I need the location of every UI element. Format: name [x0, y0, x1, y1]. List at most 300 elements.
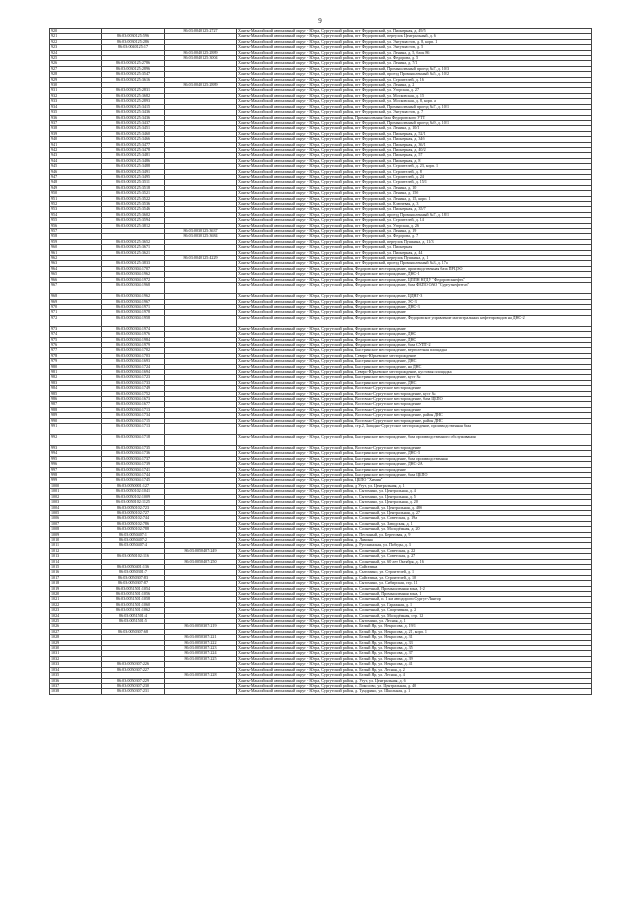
cadastral-number-cell: 86:03:0050102:1125: [102, 500, 165, 505]
row-number-cell: 989: [50, 413, 102, 418]
cadastral-number-cell: 86:03:0030125:3812: [102, 223, 165, 228]
cadastral-number-cell: 86:03:0030125:3495: [102, 174, 165, 179]
row-number-cell: 952: [50, 202, 102, 207]
cadastral-number-cell: 86:03:0050304:1739: [102, 462, 165, 467]
cadastral-number-cell: 86:03:0050304:1745: [102, 478, 165, 483]
row-number-cell: 1035: [50, 673, 102, 678]
row-number-cell: 1011: [50, 543, 102, 548]
row-number-cell: 1026: [50, 624, 102, 629]
row-number-cell: 975: [50, 337, 102, 342]
address-cell: Ханты-Мансийский автономный округ - Югра, Сургутский район, пгт Федоровский, ул. Московская, д. 15: [237, 93, 592, 98]
cadastral-number-cell: 86:03:0050304:1673: [102, 397, 165, 402]
cadastral-number-cell: 86:03:0050304:1972: [102, 277, 165, 282]
address-cell: Ханты-Мансийский автономный округ - Югра, Сургутский район, с. Сытомино, ул. Центральная, д. 5: [237, 494, 592, 499]
register-table: [49, 28, 592, 695]
cadastral-number-cell: 86:03:0030125:3436: [102, 110, 165, 115]
cadastral-number-cell: 86:03:0030125:3616: [102, 77, 165, 82]
page-number: 9: [318, 17, 322, 25]
row-number-cell: 978: [50, 353, 102, 358]
address-cell: Ханты-Мансийский автономный округ - Югра, Сургутский район, пгт Федоровский, ул. Энтузиастов, д. 7: [237, 110, 592, 115]
cadastral-number-alt-cell: 86:03:0050407:249: [165, 548, 237, 553]
cadastral-number-cell: 86:03:0030125:3451: [102, 126, 165, 131]
row-number-cell: 938: [50, 126, 102, 131]
cadastral-number-cell: 86:03:0050102:744: [102, 516, 165, 521]
cadastral-number-cell: 86:03:0050307:227: [102, 667, 165, 672]
cadastral-number-cell: 86:03:0030125:3437: [102, 120, 165, 125]
address-cell: Ханты-Мансийский автономный округ - Югра, Сургутский район, пгт Федоровский, ул. Энтузиастов, д. 5: [237, 45, 592, 50]
row-number-cell: 1003: [50, 500, 102, 505]
address-cell: Ханты-Мансийский автономный округ - Югра, Сургутский район, пгт Федоровский, ул. Пионерная, д. 52/1: [237, 131, 592, 136]
cadastral-number-alt-cell: 86:03:0030125:3684: [165, 234, 237, 239]
row-number-cell: 981: [50, 369, 102, 374]
cadastral-number-alt-cell: 86:03:0040125:2889: [165, 83, 237, 88]
address-cell: Ханты-Мансийский автономный округ - Югра, Сургутский район, п. Солнечный, ул. Центральная, д. 27: [237, 510, 592, 515]
table-row: [50, 435, 592, 446]
cadastral-number-cell: 86:03:0050304:1976: [102, 332, 165, 337]
address-cell: Ханты-Мансийский автономный округ - Югра, Сургутский район, пгт Федоровский, ул. Ленина, д. 19: [237, 229, 592, 234]
address-cell: Ханты-Мансийский автономный округ - Югра, Сургутский район, Быстринское месторождение, вертолетная площадка: [237, 348, 592, 353]
address-cell: Ханты-Мансийский автономный округ - Югра, Сургутский район, п. Солнечный, ул. 60 лет Октября, д. 16: [237, 559, 592, 564]
cadastral-number-cell: 86:03:0050304:1694: [102, 369, 165, 374]
address-cell: Ханты-Мансийский автономный округ - Югра, Сургутский район, пгт Федоровский, ул. Федорова, д. 7: [237, 234, 592, 239]
cadastral-number-cell: 86:03:0030125:2786: [102, 61, 165, 66]
row-number-cell: 930: [50, 83, 102, 88]
address-cell: Ханты-Мансийский автономный округ - Югра, Сургутский район, Федоровское месторождение, Федоровское управление магистральных нефтепроводов на ДНС-2: [237, 315, 592, 326]
cadastral-number-cell: 86:03:0030125:3460: [102, 131, 165, 136]
address-cell: Ханты-Мансийский автономный округ - Югра, Сургутский район, п. Солнечный, ул. Центральная, д. 48б: [237, 505, 592, 510]
cadastral-number-cell: 86:03:0050304:1984: [102, 337, 165, 342]
cadastral-number-cell: 86:03:0050307:68: [102, 629, 165, 634]
row-number-cell: 1031: [50, 651, 102, 656]
table-row: [50, 283, 592, 294]
row-number-cell: 1022: [50, 602, 102, 607]
cadastral-number-cell: 86:03:0030125:596: [102, 34, 165, 39]
row-number-cell: 1005: [50, 510, 102, 515]
address-cell: Ханты-Мансийский автономный округ - Югра, Сургутский район, п. Солнечный, Промышленная зона, 1: [237, 592, 592, 597]
row-number-cell: 1037: [50, 683, 102, 688]
cadastral-number-cell: 86:03:0050304:1713: [102, 424, 165, 435]
cadastral-number-alt-cell: 86:03:0050307:225: [165, 656, 237, 661]
row-number-cell: 933: [50, 99, 102, 104]
row-number-cell: 959: [50, 239, 102, 244]
address-cell: Ханты-Мансийский автономный округ - Югра, Сургутский район, Быстринское месторождение, база производственного обслуживания: [237, 435, 592, 446]
row-number-cell: 979: [50, 359, 102, 364]
address-cell: Ханты-Мансийский автономный округ - Югра, Сургутский район, Федоровское месторождение, ДНС: [237, 337, 592, 342]
row-number-cell: 962: [50, 256, 102, 261]
table-row: [50, 315, 592, 326]
row-number-cell: 927: [50, 66, 102, 71]
row-number-cell: 992: [50, 435, 102, 446]
row-number-cell: 935: [50, 110, 102, 115]
cadastral-number-cell: 86:03:0050304:1749: [102, 386, 165, 391]
cadastral-number-cell: 86:03:0030125:3518: [102, 185, 165, 190]
row-number-cell: 1004: [50, 505, 102, 510]
row-number-cell: 966: [50, 277, 102, 282]
row-number-cell: 924: [50, 50, 102, 55]
address-cell: Ханты-Мансийский автономный округ - Югра, Сургутский район, д. Сайгатина, ул. Строителей, д. 10: [237, 575, 592, 580]
cadastral-number-cell: 86:03:0050304:1702: [102, 348, 165, 353]
row-number-cell: 1009: [50, 532, 102, 537]
address-cell: Ханты-Мансийский автономный округ - Югра, Сургутский район, п. Солнечный, ул. Молодёжная, д. 20: [237, 527, 592, 532]
cadastral-number-alt-cell: [165, 689, 237, 694]
cadastral-number-cell: 86:03:0030125:3833: [102, 261, 165, 266]
row-number-cell: 971: [50, 310, 102, 315]
cadastral-number-cell: 86:03:0051501:1058: [102, 597, 165, 602]
cadastral-number-cell: 86:03:0050307:231: [102, 689, 165, 694]
row-number-cell: 999: [50, 478, 102, 483]
address-cell: Ханты-Мансийский автономный округ - Югра, Сургутский район, пгт Федоровский, проезд Промышленный №3, д. 17а: [237, 261, 592, 266]
row-number-cell: 1002: [50, 494, 102, 499]
address-cell: Ханты-Мансийский автономный округ - Югра, Сургутский район, пгт Федоровский, ул. Строителей, д. 23, корп. 1: [237, 164, 592, 169]
cadastral-number-cell: 86:03:0050304:1958: [102, 315, 165, 326]
table-row: [50, 424, 592, 435]
cadastral-number-cell: 86:03:0050304:1968: [102, 283, 165, 294]
row-number-cell: 1016: [50, 570, 102, 575]
cadastral-number-cell: 86:03:0030125:3486: [102, 158, 165, 163]
cadastral-number-cell: 86:03:0050304:1962: [102, 294, 165, 299]
address-cell: Ханты-Мансийский автономный округ - Югра, Сургутский район, пгт Федоровский, ул. Федорова, д. 5: [237, 56, 592, 61]
row-number-cell: 944: [50, 158, 102, 163]
address-cell: Ханты-Мансийский автономный округ - Югра, Сургутский район, п. Белый Яр, ул. Некрасова, д. 37: [237, 651, 592, 656]
address-cell: Ханты-Мансийский автономный округ - Югра, Сургутский район, Восточно-Сургутское месторождение: [237, 386, 592, 391]
address-cell: Ханты-Мансийский автономный округ - Югра, Сургутский район, пгт Федоровский, ул. Угорская, д. 27: [237, 88, 592, 93]
row-number-cell: 951: [50, 196, 102, 201]
cadastral-number-cell: 86:03:0030125:3477: [102, 142, 165, 147]
cadastral-number-alt-cell: [165, 424, 237, 435]
row-number-cell: 1028: [50, 635, 102, 640]
address-cell: Ханты-Мансийский автономный округ - Югра, Сургутский район, Федоровское месторождение: [237, 310, 592, 315]
cadastral-number-alt-cell: 86:03:0050307:228: [165, 673, 237, 678]
row-number-cell: 943: [50, 153, 102, 158]
cadastral-number-alt-cell: 86:03:0050307:219: [165, 624, 237, 629]
row-number-cell: 964: [50, 266, 102, 271]
row-number-cell: 939: [50, 131, 102, 136]
address-cell: Ханты-Мансийский автономный округ - Югра, Сургутский район, п. Солнечный, ул. Заводская, д. 1: [237, 521, 592, 526]
row-number-cell: 1038: [50, 689, 102, 694]
row-number-cell: 958: [50, 234, 102, 239]
cadastral-number-alt-cell: [165, 315, 237, 326]
row-number-cell: 940: [50, 137, 102, 142]
cadastral-number-alt-cell: [165, 283, 237, 294]
address-cell: Ханты-Мансийский автономный округ - Югра, Сургутский район, п. Белый Яр, ул. Некрасова, д. 19/1: [237, 624, 592, 629]
row-number-cell: 920: [50, 29, 102, 34]
cadastral-number-cell: 86:03:0030125:3491: [102, 169, 165, 174]
address-cell: Ханты-Мансийский автономный округ - Югра, Сургутский район, Федоровское месторождение, база ФБПО ОАО "Сургутнефтегаз": [237, 283, 592, 294]
row-number-cell: 988: [50, 407, 102, 412]
cadastral-number-cell: 86:03:0050304:1978: [102, 310, 165, 315]
row-number-cell: 1000: [50, 483, 102, 488]
cadastral-number-cell: 86:03:0030125:3511: [102, 180, 165, 185]
cadastral-number-cell: 86:03:0030125:2896: [102, 66, 165, 71]
address-cell: Ханты-Мансийский автономный округ - Югра, Сургутский район, пгт Федоровский, ул. Пионерная, д. 49/5: [237, 29, 592, 34]
cadastral-number-cell: 86:03:0050307:230: [102, 683, 165, 688]
address-cell: Ханты-Мансийский автономный округ - Югра, Сургутский район, п. Белый Яр, ул. Некрасова, д. 33: [237, 640, 592, 645]
cadastral-number-alt-cell: 86:03:0050407:250: [165, 559, 237, 564]
cadastral-number-cell: 86:03:0030125:3481: [102, 153, 165, 158]
cadastral-number-cell: 86:03:0050304:1733: [102, 380, 165, 385]
cadastral-number-cell: 86:03:0051501:1062: [102, 608, 165, 613]
row-number-cell: 1030: [50, 646, 102, 651]
address-cell: Ханты-Мансийский автономный округ - Югра, Сургутский район, Федоровское месторождение, ДНС: [237, 332, 592, 337]
address-cell: Ханты-Мансийский автономный округ - Югра, Сургутский район, п. Песчаный, ул. Береговая, д. 9: [237, 532, 592, 537]
row-number-cell: 997: [50, 467, 102, 472]
row-number-cell: 977: [50, 348, 102, 353]
cadastral-number-alt-cell: 86:03:0040125:2727: [165, 29, 237, 34]
row-number-cell: 1015: [50, 564, 102, 569]
row-number-cell: 1007: [50, 521, 102, 526]
address-cell: Ханты-Мансийский автономный округ - Югра, Сургутский район, Восточно-Сургутское месторождение, район ДНС: [237, 413, 592, 418]
cadastral-number-cell: 86:03:0050304:1741: [102, 467, 165, 472]
address-cell: Ханты-Мансийский автономный округ - Югра, Сургутский район, Северо-Юрьевское месторождение, кустовая площадка: [237, 369, 592, 374]
cadastral-number-cell: 86:03:0030125:3546: [102, 207, 165, 212]
row-number-cell: 969: [50, 299, 102, 304]
address-cell: Ханты-Мансийский автономный округ - Югра, Сургутский район, пгт Федоровский, ул. Ленина, д. 10/1: [237, 126, 592, 131]
row-number-cell: 936: [50, 115, 102, 120]
address-cell: Ханты-Мансийский автономный округ - Югра, Сургутский район, пгт Федоровский, ул. Ленина, д. 7/1: [237, 61, 592, 66]
cadastral-number-cell: 86:03:0050304:1971: [102, 304, 165, 309]
address-cell: Ханты-Мансийский автономный округ - Югра, Сургутский район, пгт Федоровский, ул. Пионерная: [237, 245, 592, 250]
address-cell: Ханты-Mансийский автономный округ - Югра, Сургутский район, с. Сытомино, ул. Лесная, д. 1: [237, 619, 592, 624]
cadastral-number-cell: 86:03:0051501:5: [102, 619, 165, 624]
row-number-cell: 1012: [50, 548, 102, 553]
address-cell: Ханты-Мансийский автономный округ - Югра, Сургутский район, пгт Федоровский, переулок Пушкина, д. 1: [237, 256, 592, 261]
cadastral-number-alt-cell: 86:03:0050307:223: [165, 646, 237, 651]
row-number-cell: 953: [50, 207, 102, 212]
cadastral-number-cell: 86:03:0050304:1693: [102, 359, 165, 364]
address-cell: Ханты-Мансийский автономный округ - Югра, Сургутский район, пгт Федоровский, ул. Пионерная, д. 57: [237, 153, 592, 158]
address-cell: Ханты-Мансийский автономный округ - Югра, Сургутский район, п. Солнечный, п. 1 км автодороги Сургут-Лянтор: [237, 597, 592, 602]
row-number-cell: 957: [50, 229, 102, 234]
row-number-cell: 949: [50, 185, 102, 190]
row-number-cell: 1036: [50, 678, 102, 683]
cadastral-number-cell: 86:03:0050304:1735: [102, 446, 165, 451]
cadastral-number-alt-cell: 86:03:0050307:222: [165, 640, 237, 645]
cadastral-number-cell: 86:03:0051501:1054: [102, 586, 165, 591]
row-number-cell: 963: [50, 261, 102, 266]
address-cell: Ханты-Мансийский автономный округ - Югра, Сургутский район, Восточно-Сургутское месторождение: [237, 407, 592, 412]
address-cell: Ханты-Мансийский автономный округ - Югра, Сургутский район, Федоровское месторождение, база СУПТ-2: [237, 342, 592, 347]
cadastral-number-cell: 86:03:0050304:1744: [102, 473, 165, 478]
cadastral-number-cell: 86:03:0050304:1715: [102, 418, 165, 423]
row-number-cell: 970: [50, 304, 102, 309]
cadastral-number-cell: 86:03:0030125:286: [102, 39, 165, 44]
row-number-cell: 946: [50, 169, 102, 174]
cadastral-number-alt-cell: [165, 435, 237, 446]
row-number-cell: 982: [50, 375, 102, 380]
address-cell: Ханты-Мансийский автономный округ - Югра, Сургутский район, пгт Федоровский, ул. Пионерная, д. 34б: [237, 137, 592, 142]
address-cell: Ханты-Мансийский автономный округ - Югра, Сургутский район, Федоровское месторождение, ЦДНГ-3: [237, 294, 592, 299]
row-number-cell: 1032: [50, 656, 102, 661]
row-number-cell: 974: [50, 332, 102, 337]
address-cell: Ханты-Мансийский автономный округ - Югра, Сургутский район, пгт Федоровский, ул. Пионерная, д. 35/7: [237, 207, 592, 212]
address-cell: Ханты-Мансийский автономный округ - Югра, Сургутский район, пгт Федоровский, ул. Московская, д. 8, корп. а: [237, 99, 592, 104]
row-number-cell: 954: [50, 212, 102, 217]
row-number-cell: 1017: [50, 575, 102, 580]
cadastral-number-cell: 86:03:0050407:1: [102, 532, 165, 537]
cadastral-number-cell: 86:03:0030125:3522: [102, 196, 165, 201]
row-number-cell: 961: [50, 250, 102, 255]
row-number-cell: 926: [50, 61, 102, 66]
address-cell: Ханты-Мансийский автономный округ - Югра, Сургутский район, Восточно-Сургутское месторождение, куст №: [237, 391, 592, 396]
row-number-cell: 1021: [50, 597, 102, 602]
address-cell: Ханты-Мансийский автономный округ - Югра, Сургутский район, п. Солнечный, ул. Советская, д. 22: [237, 548, 592, 553]
row-number-cell: 1025: [50, 619, 102, 624]
cadastral-number-cell: 86:03:0050407:4: [102, 543, 165, 548]
cadastral-number-cell: 86:03:0030125:3671: [102, 245, 165, 250]
cadastral-number-cell: 86:03:0050102:727: [102, 510, 165, 515]
cadastral-number-cell: 86:03:0050001:127: [102, 483, 165, 488]
address-cell: Ханты-Мансийский автономный округ - Югра, Сургутский район, пгт Федоровский, ул. Ленина, д. 10: [237, 185, 592, 190]
row-number-cell: 947: [50, 174, 102, 179]
address-cell: Ханты-Мансийский автономный округ - Югра, Сургутский район, пгт Федоровский, Промышленный проезд №9, д. 10/1: [237, 120, 592, 125]
row-number-cell: 985: [50, 391, 102, 396]
cadastral-number-cell: 86:03:0050304:1713: [102, 407, 165, 412]
cadastral-number-alt-cell: 86:03:0030125:3637: [165, 229, 237, 234]
row-number-cell: 976: [50, 342, 102, 347]
row-number-cell: 948: [50, 180, 102, 185]
row-number-cell: 929: [50, 77, 102, 82]
row-number-cell: 928: [50, 72, 102, 77]
address-cell: Ханты-Мансийский автономный округ - Югра, Сургутский район, д Угут, ул. Центральная, д. 1: [237, 483, 592, 488]
cadastral-number-cell: 86:03:0030125:3682: [102, 93, 165, 98]
address-cell: Ханты-Мансийский автономный округ - Югра, Сургутский район, Быстринское месторождение, на ДНС: [237, 364, 592, 369]
cadastral-number-alt-cell: 86:03:0040125:2889: [165, 50, 237, 55]
row-number-cell: 986: [50, 397, 102, 402]
address-cell: Ханты-Мансийский автономный округ - Югра, Сургутский район, пгт Федоровский, ул. Угорская, д. 26: [237, 223, 592, 228]
row-number-cell: 945: [50, 164, 102, 169]
cadastral-number-cell: 86:03:0050304:1737: [102, 456, 165, 461]
row-number-cell: 922: [50, 39, 102, 44]
row-number-cell: 942: [50, 147, 102, 152]
row-number-cell: 941: [50, 142, 102, 147]
address-cell: Ханты-Мансийский автономный округ - Югра, Сургутский район, д. Тундрино, ул. Школьная, д. 1: [237, 689, 592, 694]
row-number-cell: 925: [50, 56, 102, 61]
address-cell: Ханты-Мансийский автономный округ - Югра, Сургутский район, пгт Федоровский, ул. Строителей, д. 16: [237, 77, 592, 82]
row-number-cell: 998: [50, 473, 102, 478]
cadastral-number-cell: 86:03:0050304:1707: [102, 266, 165, 271]
address-cell: Ханты-Мансийский автономный округ - Югра, Сургутский район, д. Русскинская, ул. Победы, д. 3: [237, 543, 592, 548]
cadastral-number-cell: 86:03:0030125:3652: [102, 239, 165, 244]
address-cell: Ханты-Мансийский автономный округ - Югра, Сургутский район, пгт Федоровский, Промышленный проезд №7, д. 10/1: [237, 104, 592, 109]
address-cell: Ханты-Мансийский автономный округ - Югра, Сургутский район, пгт Федоровский, ул. Энтузиастов, д. 8, корп. 1: [237, 39, 592, 44]
row-number-cell: 955: [50, 218, 102, 223]
address-cell: Ханты-Мансийский автономный округ - Югра, Сургутский район, Федоровское месторождение, ДНС-1: [237, 272, 592, 277]
address-cell: Ханты-Мансийский автономный округ - Югра, Сургутский район, с. Сытомино, ул. Сибирская, стр. 11: [237, 581, 592, 586]
cadastral-number-cell: 86:03:0050304:1677: [102, 402, 165, 407]
row-number-cell: 960: [50, 245, 102, 250]
address-cell: Ханты-Мансийский автономный округ - Югра, Сургутский район, п. Солнечный, ул. Советская, д. 27: [237, 554, 592, 559]
row-number-cell: 921: [50, 34, 102, 39]
row-number-cell: 956: [50, 223, 102, 228]
cadastral-number-cell: 86:03:0050304:1703: [102, 353, 165, 358]
address-cell: Ханты-Мансийский автономный округ - Югра, Сургутский район, п. Солнечный, ул. Советская, д. 19а: [237, 516, 592, 521]
cadastral-number-cell: 86:03:0030125:2893: [102, 99, 165, 104]
row-number-cell: 987: [50, 402, 102, 407]
address-cell: Ханты-Мансийский автономный округ - Югра, Сургутский район, п. Белый Яр, ул. Некрасова, д. 21, корп. 1: [237, 629, 592, 634]
address-cell: Ханты-Мансийский автономный округ - Югра, Сургутский район, Восточно-Сургутское месторождение, база ЦБПО: [237, 397, 592, 402]
row-number-cell: 1008: [50, 527, 102, 532]
row-number-cell: 965: [50, 272, 102, 277]
address-cell: Ханты-Мансийский автономный округ - Югра, Сургутский район, Быстринское месторождение, ДНС-2А: [237, 462, 592, 467]
cadastral-number-cell: 86:03:0050102:1041: [102, 489, 165, 494]
row-number-cell: 968: [50, 294, 102, 299]
row-number-cell: 1019: [50, 586, 102, 591]
cadastral-number-cell: 86:03:0050407:2: [102, 537, 165, 542]
cadastral-number-cell: 86:03:0050304:1718: [102, 435, 165, 446]
address-cell: Ханты-Мансийский автономный округ - Югра, Сургутский район, пгт Федоровский, переулок Центральный, д. 6: [237, 34, 592, 39]
cadastral-number-cell: 86:03:0050304:1752: [102, 391, 165, 396]
cadastral-number-cell: 86:03:0030125:3594: [102, 218, 165, 223]
address-cell: Ханты-Мансийский автономный округ - Югра, Сургутский район, Быстринское месторождение, база ЦБПО: [237, 473, 592, 478]
row-number-cell: 973: [50, 326, 102, 331]
address-cell: Ханты-Мансийский автономный округ - Югра, Сургутский район, п. Солнечный, ул. Гаражная, д. 1: [237, 602, 592, 607]
address-cell: Ханты-Мансийский автономный округ - Югра, Сургутский район, ЦБПО "Химия": [237, 478, 592, 483]
cadastral-number-cell: 86:03:0050307:87: [102, 581, 165, 586]
address-cell: Ханты-Мансийский автономный округ - Югра, Сургутский район, пгт Федоровский, ул. Пионерная, д. 44: [237, 250, 592, 255]
address-cell: Ханты-Мансийский автономный округ - Югра, Сургутский район, д. Сайгатина: [237, 564, 592, 569]
address-cell: Ханты-Мансийский автономный округ - Югра, Сургутский район, п. Белый Яр, ул. Некрасова, д. 35: [237, 646, 592, 651]
row-number-cell: 967: [50, 283, 102, 294]
cadastral-number-cell: 86:03:0050307:226: [102, 662, 165, 667]
cadastral-number-cell: 86:03:0050304:1962: [102, 272, 165, 277]
cadastral-number-alt-cell: 86:03:0050307:221: [165, 635, 237, 640]
cadastral-number-cell: 86:03:0051501:4: [102, 613, 165, 618]
cadastral-number-cell: 86:03:0050102:723: [102, 505, 165, 510]
cadastral-number-cell: 86:03:0050304:1734: [102, 413, 165, 418]
cadastral-number-alt-cell: 86:03:0040125:3004: [165, 56, 237, 61]
cadastral-number-cell: 86:03:0050307:83: [102, 575, 165, 580]
row-number-cell: 934: [50, 104, 102, 109]
cadastral-number-cell: 86:03:0030125:3547: [102, 72, 165, 77]
cadastral-number-cell: 86:03:0050304:1723: [102, 375, 165, 380]
cadastral-number-cell: 86:03:0050102:116: [102, 554, 165, 559]
row-number-cell: 931: [50, 88, 102, 93]
row-number-cell: 950: [50, 191, 102, 196]
cadastral-number-cell: 86:03:0030125:3521: [102, 191, 165, 196]
address-cell: Ханты-Мансийский автономный округ - Югра, Сургутский район, пгт Федоровский, ул. Пионерная, д. 40/2: [237, 147, 592, 152]
row-number-cell: 1014: [50, 559, 102, 564]
address-cell: Ханты-Мансийский автономный округ - Югра, Сургутский район, п. Солнечный, Промышленная зона, 1-2: [237, 586, 592, 591]
cadastral-number-alt-cell: 86:03:0040125:4229: [165, 256, 237, 261]
address-cell: Ханты-Мансийский автономный округ - Югра, Сургутский район, Промышленная база Федоровского УТТ: [237, 115, 592, 120]
address-cell: Ханты-Мансийский автономный округ - Югра, Сургутский район, Восточно-Сургутское месторождение: [237, 402, 592, 407]
cadastral-number-cell: 86:03:0050301:7: [102, 570, 165, 575]
cadastral-number-cell: 86:03:0050102:786: [102, 521, 165, 526]
cadastral-number-cell: 86:03:0030125:3488: [102, 164, 165, 169]
row-number-cell: 996: [50, 462, 102, 467]
cadastral-number-alt-cell: 86:03:0050307:224: [165, 651, 237, 656]
register-table-body: [50, 29, 592, 695]
cadastral-number-cell: 86:03:0050102:1009: [102, 494, 165, 499]
address-cell: Ханты-Мансийский автономный округ - Югра, Сургутский район, пгт Федоровский, переулок Пушкина, д. 11/3: [237, 239, 592, 244]
row-number-cell: 990: [50, 418, 102, 423]
address-cell: Ханты-Мансийский автономный округ - Югра, Сургутский район, Федоровское месторождение, ЭС-3: [237, 299, 592, 304]
address-cell: Ханты-Мансийский автономный округ - Югра, Сургутский район, Быстринское месторождение, куст №: [237, 375, 592, 380]
address-cell: Ханты-Мансийский автономный округ - Югра, Сургутский район, п. Солнечный, ул. Спортивная, д. 2: [237, 608, 592, 613]
address-cell: Ханты-Мансийский автономный округ - Югра, Сургутский район, Федоровское месторождение, ДНС-3: [237, 304, 592, 309]
address-cell: Ханты-Мансийский автономный округ - Югра, Сургутский район, пгт Федоровский, ул. Ленина, д. 5, блок 86: [237, 50, 592, 55]
address-cell: Ханты-Мансийский автономный округ - Югра, Сургутский район, д. Лямина: [237, 537, 592, 542]
row-number-cell: 1029: [50, 640, 102, 645]
address-cell: Ханты-Мансийский автономный округ - Югра, Сургутский район, пгт Федоровский, ул. Строителей, д. 14: [237, 218, 592, 223]
cadastral-number-cell: 86:03:0040125:17: [102, 45, 165, 50]
cadastral-number-cell: 86:03:0050304:1736: [102, 451, 165, 456]
cadastral-number-cell: 86:03:0050304:1967: [102, 299, 165, 304]
address-cell: Ханты-Мансийский автономный округ - Югра, Сургутский район, с. Сытомино, ул. Центральная, д. 4: [237, 489, 592, 494]
address-cell: Ханты-Мансийский автономный округ - Югра, Сургутский район, пгт Федоровский, ул. Пионерная, д. 36/1: [237, 142, 592, 147]
address-cell: Ханты-Мансийский автономный округ - Югра, Сургутский район, Федоровское месторождение: [237, 326, 592, 331]
address-cell: Ханты-Мансийский автономный округ - Югра, Сургутский район, п. Белый Яр, ул. Некрасова, д. 39: [237, 656, 592, 661]
